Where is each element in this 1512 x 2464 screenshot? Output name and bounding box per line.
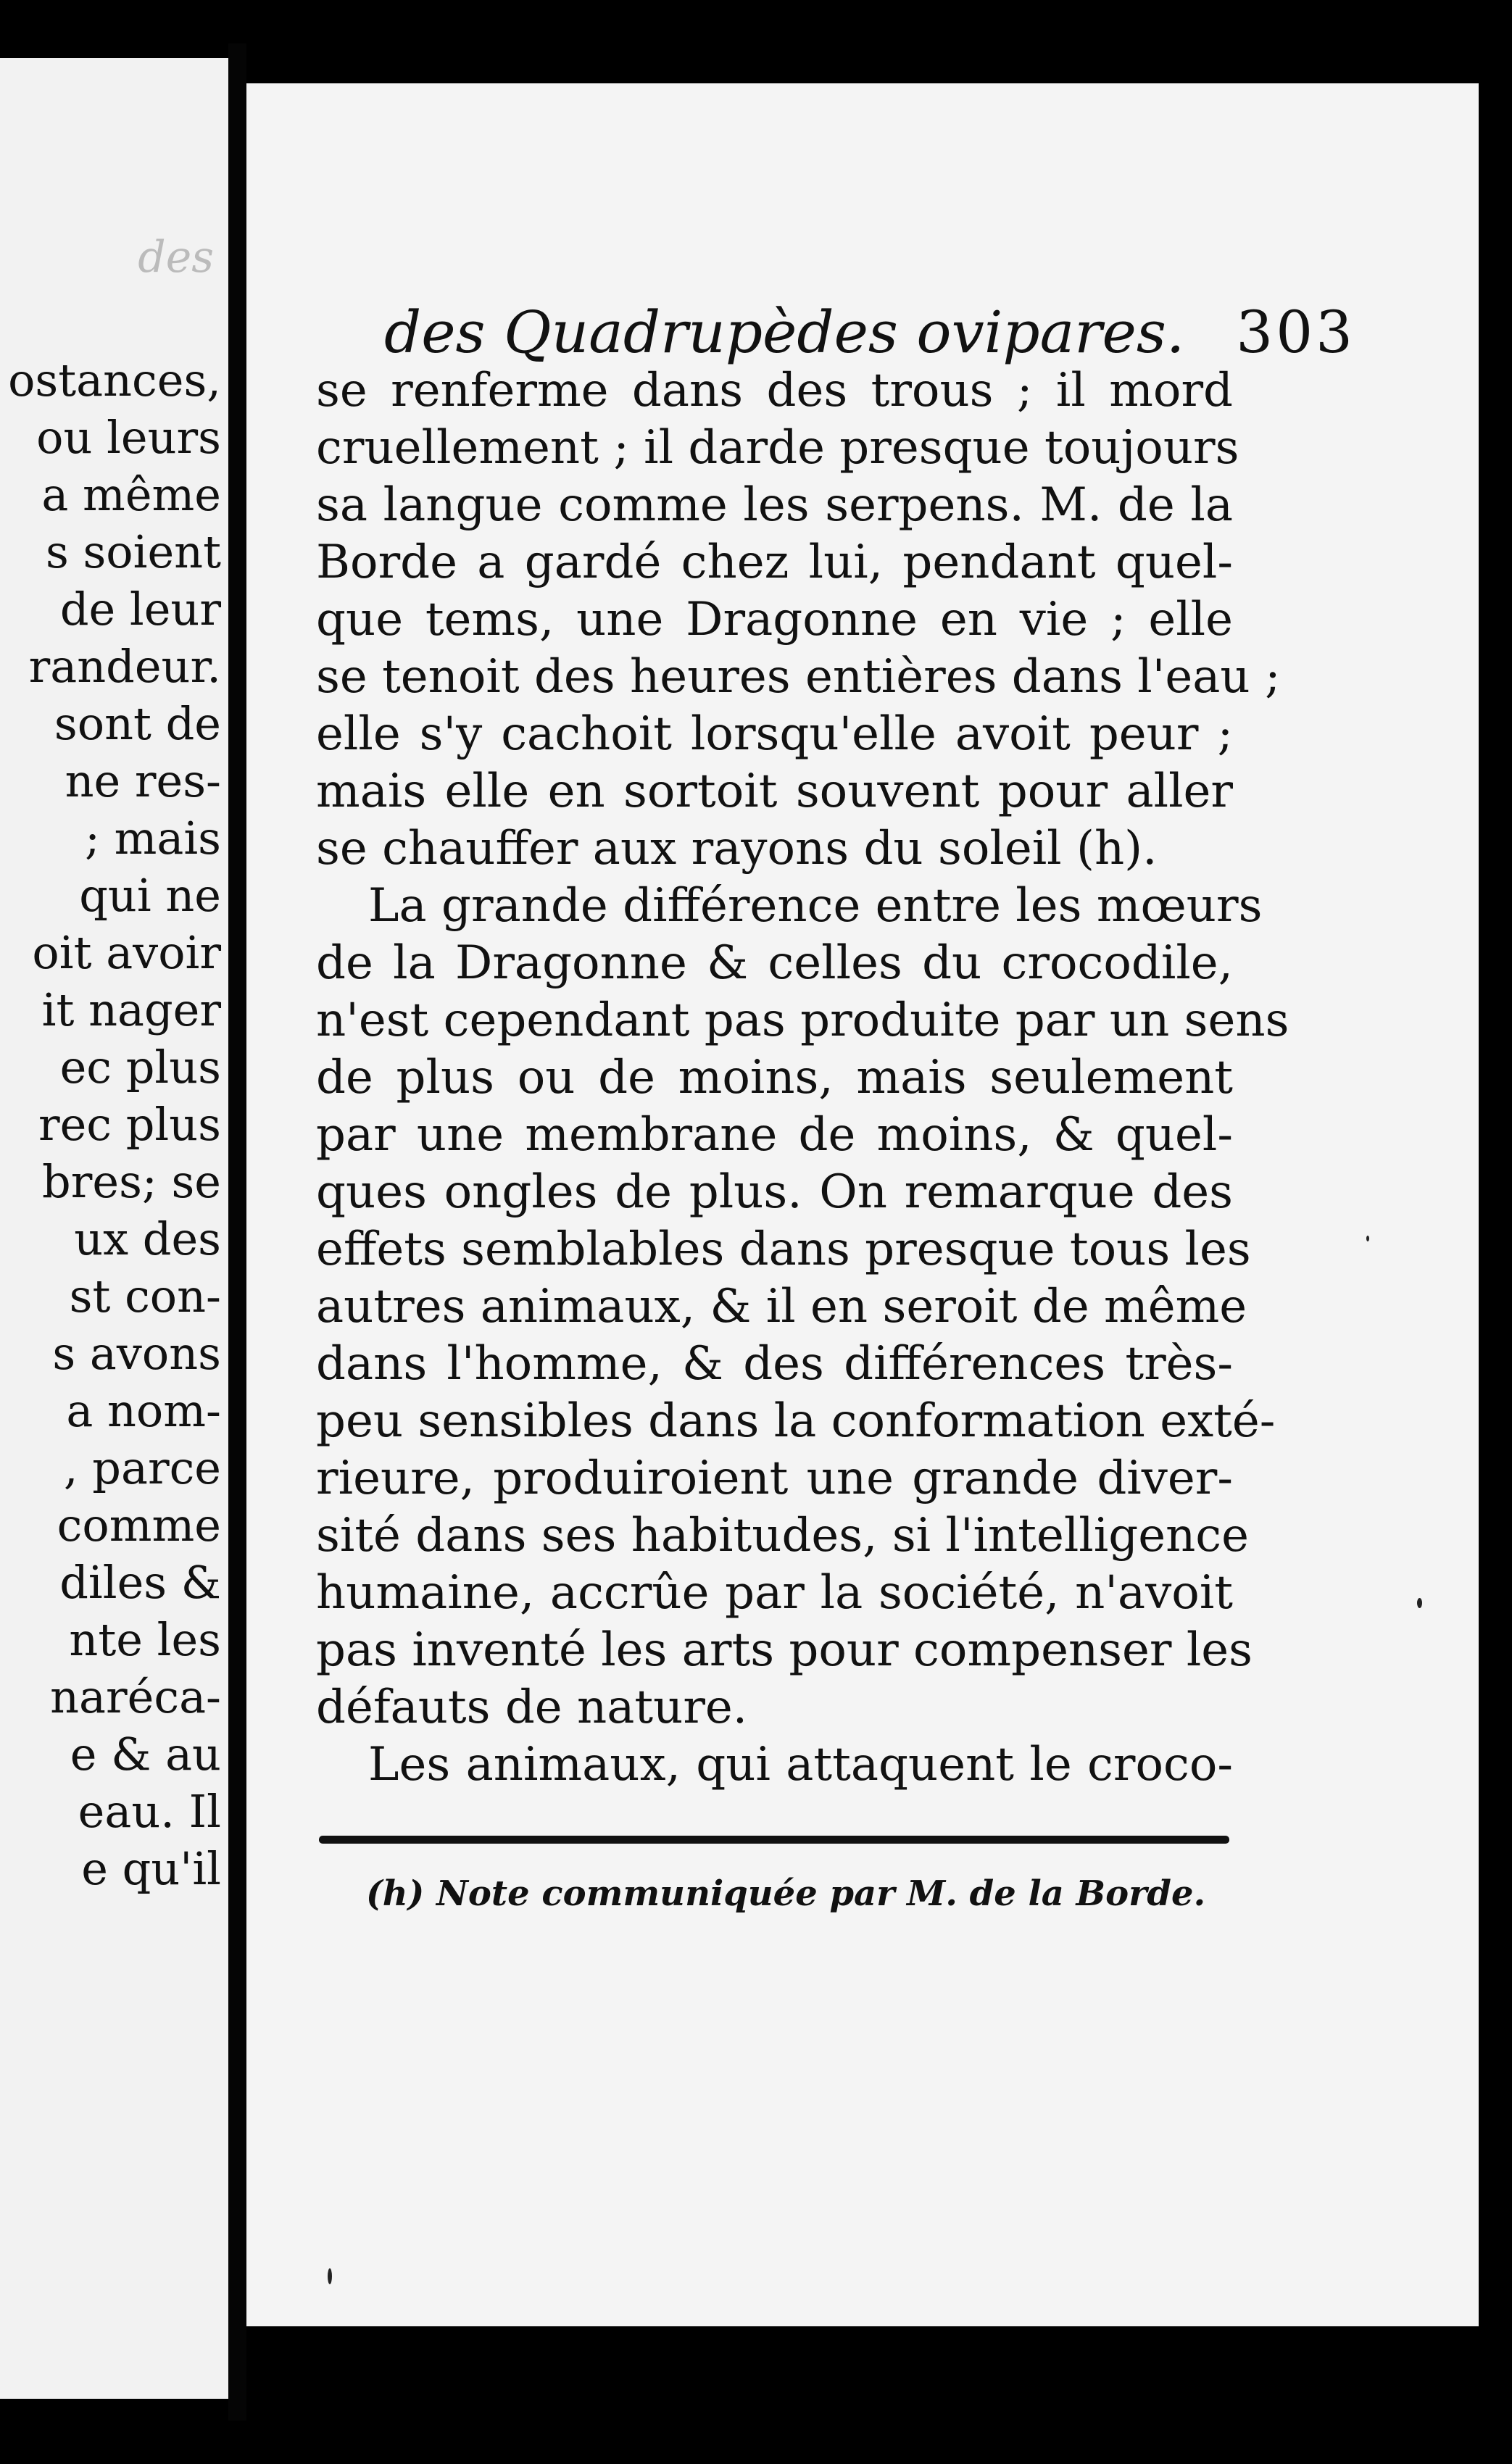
text-line: peu sensibles dans la conformation exté- [316,1394,1276,1448]
text-line: par une membrane de moins, & quel- [316,1108,1233,1162]
text-line: rieure, produiroient une grande diver- [316,1452,1233,1505]
page-number: 303 [1236,299,1355,366]
text-line: n'est cependant pas produite par un sens [316,994,1289,1047]
left-page-line-fragment: eau. Il [78,1785,221,1838]
left-page-line-fragment: qui ne [79,869,221,922]
left-page-line-fragment: ostances, [8,354,221,407]
text-line: Les animaux, qui attaquent le croco- [368,1738,1233,1791]
text-line: Borde a gardé chez lui, pendant quel- [316,536,1233,589]
ink-speck [1417,1598,1422,1608]
left-page-line-fragment: oit avoir [32,926,221,979]
left-page-line-fragment: e & au [70,1728,221,1781]
left-page-line-fragment: diles & [59,1556,221,1609]
left-page-line-fragment: de leur [59,583,221,636]
left-page-line-fragment: bres; se [42,1155,221,1208]
book-page [246,83,1479,2326]
left-page-line-fragment: naréca- [50,1670,221,1723]
running-title: des Quadrupèdes ovipares. [384,299,1185,366]
footnote: (h) Note communiquée par M. de la Borde. [366,1873,1206,1914]
left-page-line-fragment: st con- [69,1270,221,1323]
left-page-line-fragment: ux des [74,1212,221,1265]
book-gutter [228,43,246,2421]
text-line: La grande différence entre les mœurs [368,879,1263,933]
left-page-line-fragment: ec plus [59,1041,221,1094]
body-text [316,362,1289,1794]
left-page-line-fragment: a nom- [66,1384,221,1437]
left-page-line-fragment: , parce [63,1441,221,1494]
left-page-line-fragment: s avons [52,1327,221,1380]
text-line: défauts de nature. [316,1681,748,1734]
text-line: effets semblables dans presque tous les [316,1223,1251,1276]
left-page-line-fragment: nte les [69,1613,221,1666]
text-line: dans l'homme, & des différences très- [316,1337,1233,1391]
text-line: elle s'y cachoit lorsqu'elle avoit peur ; [316,707,1233,761]
left-page-line-fragment: ne res- [65,754,221,807]
left-page-line-fragment: a même [41,468,221,521]
text-line: se renferme dans des trous ; il mord [316,364,1233,417]
left-page-line-fragment: rec plus [38,1098,221,1151]
left-page-line-fragment: e qu'il [81,1842,221,1895]
left-page-line-fragment: s soient [45,525,221,578]
page-header [384,279,1355,366]
left-page-line-fragment: comme [57,1499,221,1552]
left-page-line-fragment: ; mais [85,812,221,865]
text-line: que tems, une Dragonne en vie ; elle [316,593,1233,646]
footnote-rule [319,1836,1229,1844]
text-line: humaine, accrûe par la société, n'avoit [316,1566,1233,1620]
text-line: cruellement ; il darde presque toujours [316,421,1239,475]
bleed-through-text: des [138,232,214,283]
left-page-line-fragment: sont de [54,697,221,750]
text-line: pas inventé les arts pour compenser les [316,1623,1253,1677]
text-line: mais elle en sortoit souvent pour aller [316,765,1233,818]
text-line: se tenoit des heures entières dans l'eau ; [316,650,1281,704]
left-page-line-fragment: randeur. [28,640,221,693]
text-line: de la Dragonne & celles du crocodile, [316,936,1233,990]
text-line: ques ongles de plus. On remarque des [316,1165,1233,1219]
ink-speck [328,2268,332,2284]
previous-page-fragment [0,58,228,2399]
text-line: de plus ou de moins, mais seulement [316,1051,1233,1104]
text-line: sa langue comme les serpens. M. de la [316,478,1233,532]
text-line: autres animaux, & il en seroit de même [316,1280,1247,1333]
ink-speck [1366,1236,1369,1241]
text-line: sité dans ses habitudes, si l'intelligence [316,1509,1249,1562]
left-page-line-fragment: it nager [41,983,221,1036]
left-page-line-fragment: ou leurs [36,411,221,464]
text-line: se chauffer aux rayons du soleil (h). [316,822,1158,875]
